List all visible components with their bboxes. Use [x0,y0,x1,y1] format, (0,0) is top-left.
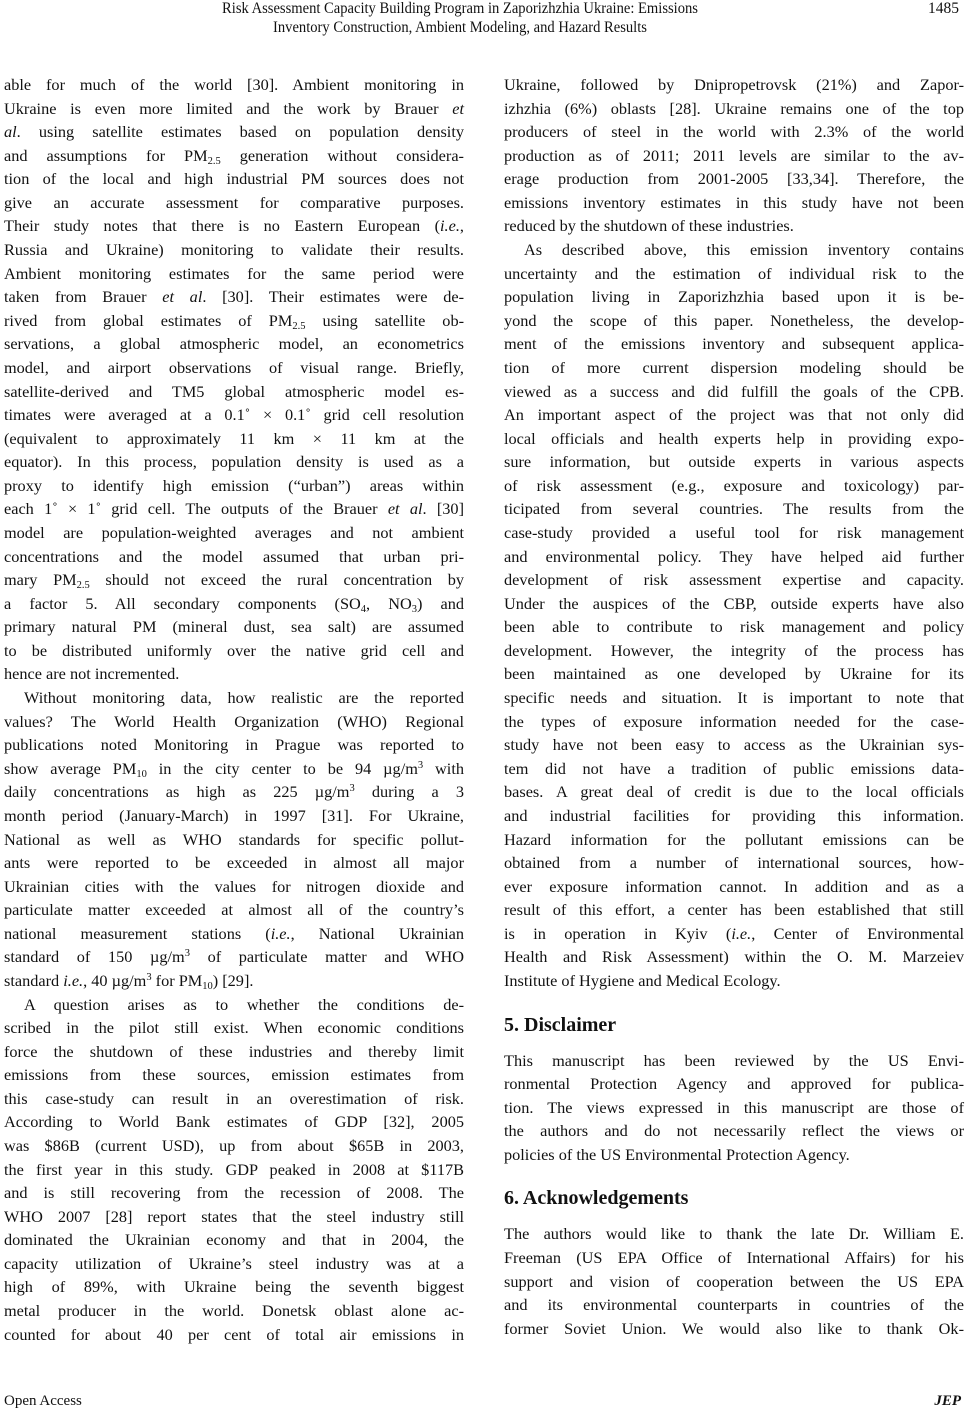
text-line: policies of the US Environmental Protection Agency. [504,1144,850,1164]
text-line: concentrations and the model assumed that urban pri- [4,546,464,566]
left-column-body [4,73,464,1346]
running-header [0,0,968,44]
section-heading: 5. Disclaimer [504,1013,617,1036]
text-line: month period (January-March) in 1997 [31]. For Ukraine, [4,805,464,825]
text-line: give an accurate assessment for comparative purposes. [4,192,464,212]
text-line: support and vision of cooperation between the US EPA [504,1271,964,1291]
text-line: daily concentrations as high as 225 $\mu g/m^3$ during a 3 [4,782,464,802]
text-line: Ambient monitoring estimates for the same period were [4,263,464,283]
text-line: been maintained as one developed by Ukraine for its [504,664,964,684]
text-line: servations, a global atmospheric model, an econometrics [4,334,464,354]
text-line: izhzhia (6%) oblasts [28]. Ukraine remains one of the top [504,98,964,118]
disclaimer-section [504,1013,964,1167]
text-line: show average $PM_{10}$ in the city center to be 94 $\mu g/m^3$ with [4,758,464,780]
text-line: Without monitoring data, how realistic are the reported [24,688,464,708]
acknowledgements-section [504,1186,964,1340]
text-line: primary natural PM (mineral dust, sea salt) are assumed [4,617,464,637]
text-line: the types of exposure information needed for the case- [504,711,964,731]
text-line: Under the auspices of the CBP, outside experts have also [504,593,964,613]
running-title [112,0,808,37]
text-line: satellite-derived and TM5 global atmospheric model es- [4,381,464,401]
text-line: Hazard information for the pollutant emissions can be [504,829,964,849]
text-line: A question arises as to whether the conditions de- [24,994,464,1014]
text-line: metal producer in the world. Donetsk oblast alone ac- [4,1301,464,1321]
text-line: the first year in this study. GDP peaked in 2008 at $117B [4,1159,464,1179]
text-line: specific needs and situation. It is important to note that [504,688,964,708]
section-paragraph [504,1222,964,1340]
text-line: and environmental policy. They have helped aid further [504,546,964,566]
text-line: Ukrainian cities with the values for nitrogen dioxide and [4,876,464,896]
text-line: model are population-weighted averages and not ambient [4,522,464,542]
left-column [4,73,464,1346]
text-line: equator). In this process, population density is used as a [4,452,464,472]
journal-abbreviation: JEP [934,1393,961,1409]
text-line: model, and airport observations of visual range. Briefly, [4,357,464,377]
text-line: force the shutdown of these industries and thereby limit [4,1041,464,1061]
text-line: erage production from 2001-2005 [33,34]. Therefore, the [504,169,964,189]
text-line: Their study notes that there is no Eastern European (i.e., [4,216,464,236]
text-line: taken from Brauer et al. [30]. Their estimates were de- [4,287,465,307]
text-line: uncertainty and the estimation of individual risk to the [504,263,964,283]
text-line: able for much of the world [30]. Ambient monitoring in [4,75,464,94]
text-line: of risk assessment (e.g., exposure and toxicology) par- [504,475,964,495]
text-line: to be distributed uniformly over the native grid cell and [4,640,464,660]
text-line: An important aspect of the project was that not only did [504,405,964,425]
text-line: hence are not incremented. [4,664,180,684]
text-line: development of risk assessment expertise and capacity. [504,570,964,590]
text-line: population living in Zaporizhzhia based upon it is be- [504,287,964,307]
page-number: 1485 [928,0,959,17]
text-line: case-study provided a useful tool for risk management [504,522,964,542]
running-title-line-1: Risk Assessment Capacity Building Program in Zaporizhzhia Ukraine: Emissions [222,0,698,17]
text-line: the authors and do not necessarily reflect the views or [504,1121,964,1141]
text-line: Institute of Hygiene and Medical Ecology. [504,970,781,990]
text-line: viewed as a success and did fulfill the goals of the CPB. [504,381,964,401]
paragraph [4,686,464,993]
text-line: WHO 2007 [28] report states that the steel industry still [4,1206,464,1226]
text-line: high of 89%, with Ukraine being the seventh biggest [4,1277,464,1297]
text-line: producers of steel in the world with 2.3% of the world [504,122,964,142]
text-line: ticipated from several countries. The results from the [504,499,964,519]
text-line: Ukraine, followed by Dnipropetrovsk (21%) and Zapor- [504,75,964,94]
text-line: this case-study can result in an overestimation of risk. [4,1088,464,1108]
text-line: scribed in the pilot still exist. When economic conditions [4,1018,464,1038]
text-line: values? The World Health Organization (WHO) Regional [4,711,464,731]
text-line: and industrial facilities for providing this information. [504,805,964,825]
text-line: result of this effort, a center has been established that still [504,900,964,920]
text-line: publications noted Monitoring in Prague was reported to [4,735,464,755]
text-line: ants were reported to be exceeded in almost all major [4,853,464,873]
text-line: reduced by the shutdown of these industries. [504,216,794,236]
section-heading: 6. Acknowledgements [504,1187,689,1210]
text-line: production as of 2011; 2011 levels are similar to the av- [504,145,964,165]
text-line: ment of the emissions inventory and subsequent applica- [504,334,964,354]
open-access-label: Open Access [4,1393,82,1409]
text-line: each 1˚ × 1˚ grid cell. The outputs of the Brauer et al. [30] [4,499,464,519]
text-line: counted for about 40 per cent of total air emissions in [4,1324,464,1344]
text-line: emissions inventory estimates in this study have not been [504,192,964,212]
text-line: is in operation in Kyiv (i.e., Center of Environmental [504,923,965,943]
text-line: dominated the Ukrainian economy and that in 2004, the [4,1230,464,1250]
text-line: national measurement stations (i.e., National Ukrainian [4,923,465,943]
right-column [504,73,964,1340]
text-line: particulate matter exceeded at almost all of the country’s [4,900,464,920]
text-line: rived from global estimates of $PM_{2.5}$ using satellite ob- [4,310,465,332]
text-line: This manuscript has been reviewed by the US Envi- [504,1050,964,1070]
text-line: Russia and Ukraine) monitoring to validate their results. [4,240,464,260]
text-line: As described above, this emission inventory contains [524,240,964,260]
text-line: former Soviet Union. We would also like to thank Ok- [504,1318,964,1338]
section-paragraph [504,1049,964,1167]
text-line: emissions from these sources, emission estimates from [4,1065,464,1085]
paragraph [4,73,464,686]
page-footer [0,1392,968,1414]
paragraph [504,238,964,993]
text-line: sure information, but outside experts in various aspects [504,452,964,472]
text-line: timates were averaged at a 0.1˚ × 0.1˚ grid cell resolution [4,405,464,425]
paragraph [4,993,464,1347]
text-line: a factor 5. All secondary components ($SO_4$, $NO_3$) and [4,593,465,615]
text-line: local officials and health experts help in providing expo- [504,428,964,448]
paragraph [504,73,964,238]
text-line: National as well as WHO standards for specific pollut- [4,829,464,849]
text-line: was $86B (current USD), up from about $65B in 2003, [4,1136,464,1156]
text-line: tem did not have a tradition of public emissions data- [504,758,964,778]
text-line: The authors would like to thank the late Dr. William E. [504,1224,964,1244]
text-line: obtained from a number of international sources, how- [504,853,964,873]
text-line: mary $PM_{2.5}$ should not exceed the rural concentration by [4,570,464,592]
text-line: standard i.e., 40 $\mu g/m^3$ for $PM_{10}$) [29]. [4,970,254,992]
text-line: Health and Risk Assessment) within the O. M. Marzeiev [504,947,964,967]
text-line: and assumptions for $PM_{2.5}$ generation without considera- [4,145,464,167]
text-line: (equivalent to approximately 11 km × 11 km at the [4,428,464,448]
text-line: proxy to identify high emission (“urban”) areas within [4,475,464,495]
text-line: tion of the local and high industrial PM sources does not [4,169,464,189]
text-line: yond the scope of this paper. Nonetheless, the develop- [504,310,964,330]
text-line: development. However, the integrity of the process has [504,640,964,660]
right-column-body [504,73,964,993]
text-line: ever exposure information cannot. In addition and as a [504,876,964,896]
text-line: study have not been easy to access as the Ukrainian sys- [504,735,964,755]
text-line: and its environmental counterparts in countries of the [504,1295,964,1315]
running-title-line-2: Inventory Construction, Ambient Modeling, and Hazard Results [273,18,647,36]
text-line: Ukraine is even more limited and the work by Brauer et [4,98,464,118]
text-line: According to World Bank estimates of GDP [32], 2005 [4,1112,464,1132]
text-line: and is still recovering from the recession of 2008. The [4,1183,464,1203]
text-line: ronmental Protection Agency and approved for publica- [504,1074,964,1094]
text-line: bases. A great deal of credit is due to the local officials [504,782,964,802]
text-line: tion. The views expressed in this manuscript are those of [504,1097,964,1117]
text-line: been able to contribute to risk management and policy [504,617,964,637]
text-line: Freeman (US EPA Office of International Affairs) for his [504,1248,964,1268]
text-line: al. using satellite estimates based on population density [4,122,464,142]
text-line: tion of more current dispersion modeling should be [504,357,964,377]
text-line: standard of 150 $\mu g/m^3$ of particulate matter and WHO [4,947,464,967]
text-line: capacity utilization of Ukraine’s steel industry was at a [4,1253,464,1273]
